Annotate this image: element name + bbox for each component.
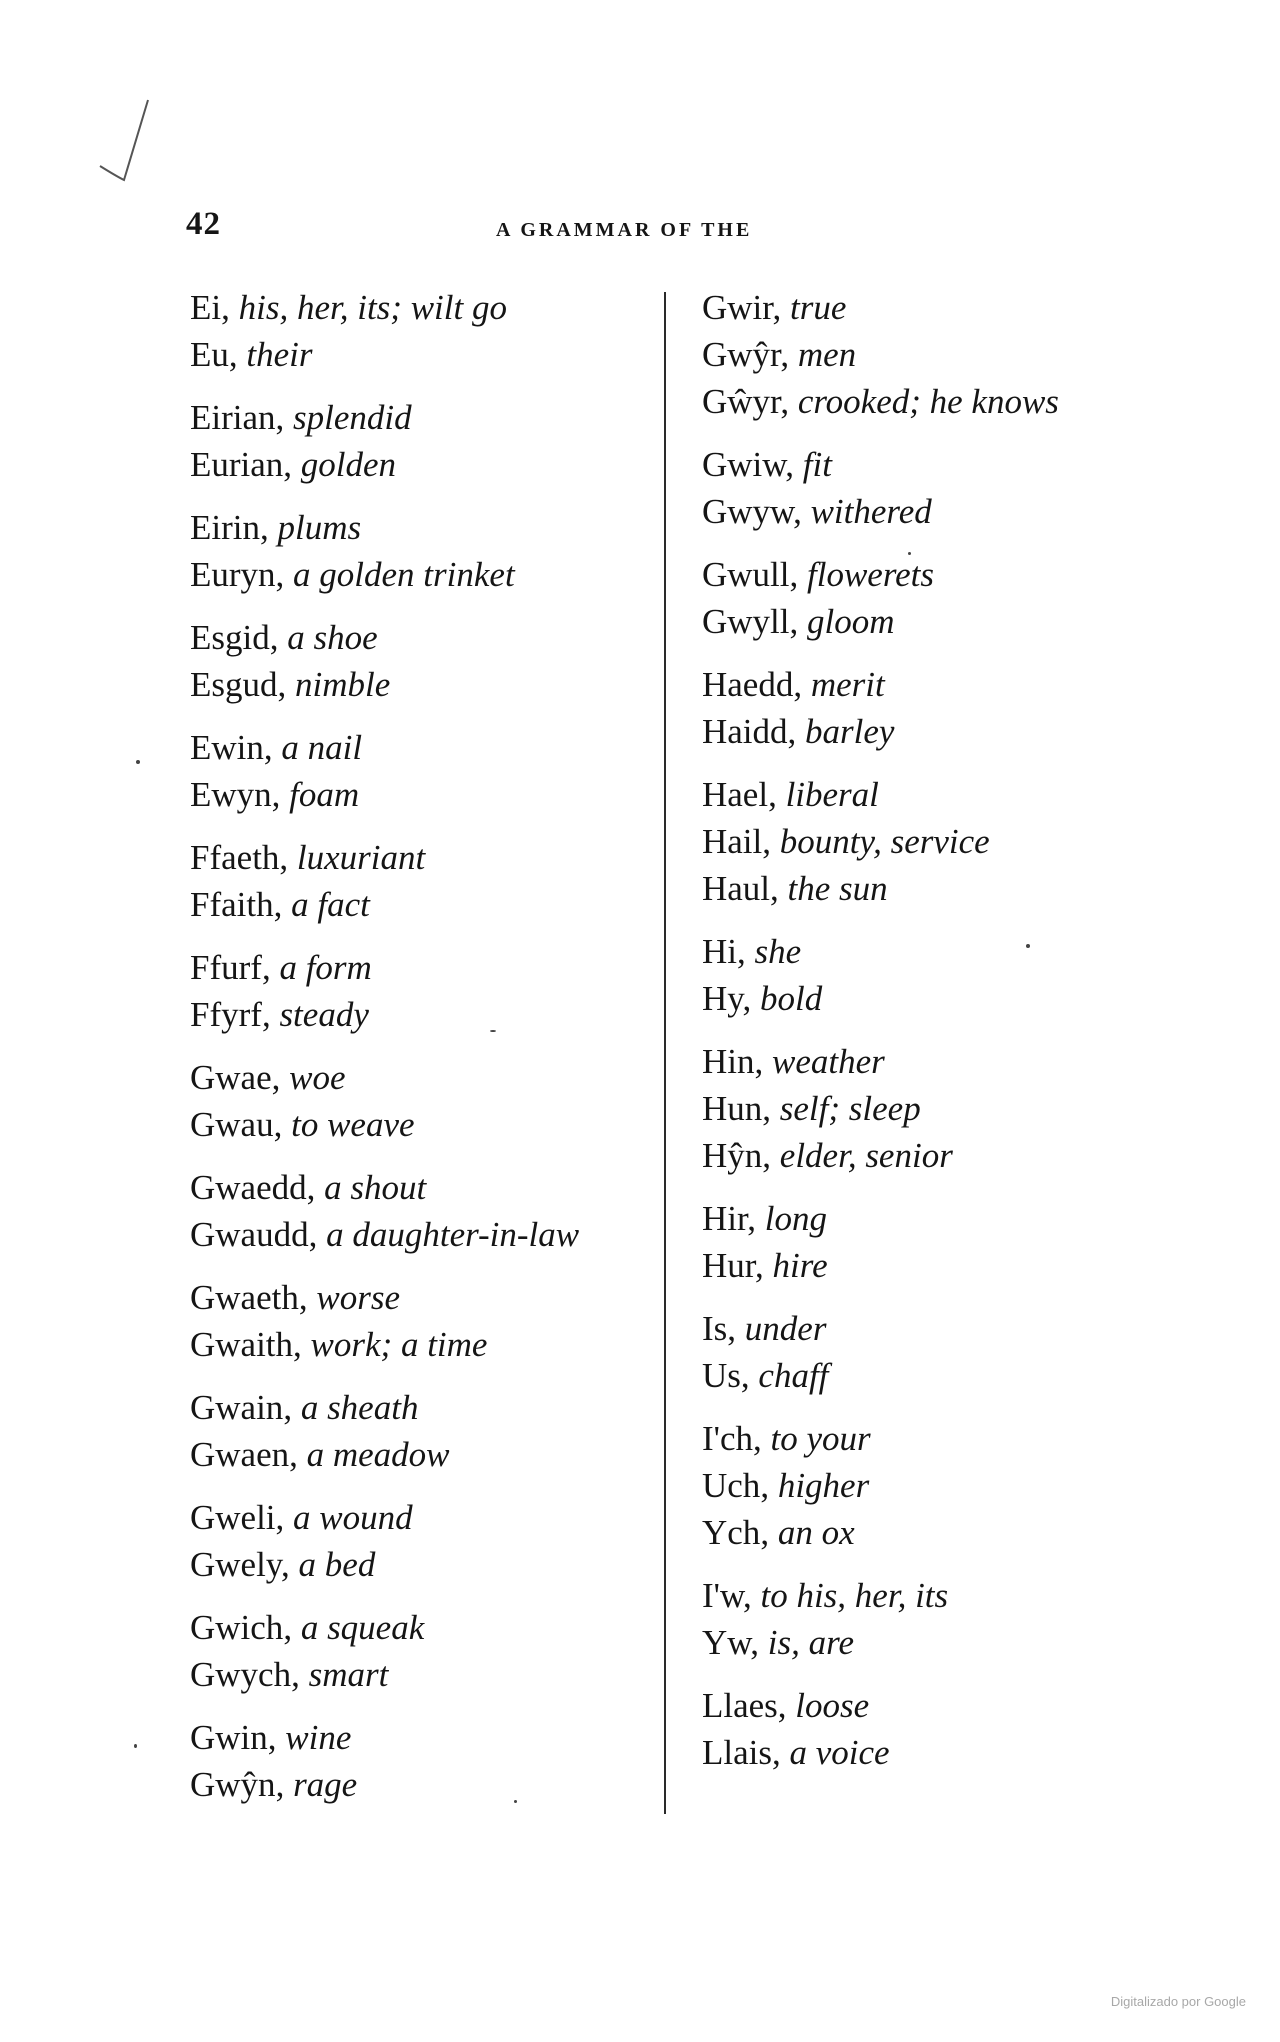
entry-group [702, 551, 1162, 645]
word-entry: Eu, their [190, 335, 313, 374]
word-entry: Hun, self; sleep [702, 1089, 921, 1128]
meaning: a golden trinket [293, 555, 515, 594]
headword: Hur [702, 1246, 756, 1285]
word-entry: Yw, is, are [702, 1623, 854, 1662]
headword: Eu [190, 335, 229, 374]
word-entry: Haul, the sun [702, 869, 888, 908]
headword: Llais [702, 1733, 772, 1772]
headword: I'ch [702, 1419, 753, 1458]
word-entry: Is, under [702, 1309, 827, 1348]
meaning: plums [277, 508, 362, 547]
headword: Gwych [190, 1655, 292, 1694]
meaning: chaff [758, 1356, 829, 1395]
page-number: 42 [186, 206, 221, 242]
entry-group [702, 1572, 1162, 1666]
headword: Eirin [190, 508, 260, 547]
meaning: a daughter-in-law [326, 1215, 580, 1254]
entry-group [190, 1054, 650, 1148]
meaning: is, are [767, 1623, 854, 1662]
print-speck [490, 1030, 496, 1032]
headword: Eurian [190, 445, 284, 484]
headword: Gwir [702, 288, 773, 327]
meaning: luxuriant [296, 838, 426, 877]
word-entry: I'w, to his, her, its [702, 1576, 949, 1615]
headword: Gwyw [702, 492, 794, 531]
meaning: weather [772, 1042, 885, 1081]
print-speck [908, 552, 911, 555]
page-header [186, 206, 1086, 246]
meaning: self; sleep [779, 1089, 921, 1128]
word-entry: Gwyw, withered [702, 492, 932, 531]
entry-group [190, 614, 650, 708]
entry-group [190, 504, 650, 598]
word-entry: Gwyll, gloom [702, 602, 895, 641]
meaning: bounty, service [779, 822, 990, 861]
print-speck [136, 760, 140, 764]
meaning: worse [316, 1278, 400, 1317]
word-entry: Eirin, plums [190, 508, 362, 547]
headword: Gwin [190, 1718, 268, 1757]
meaning: true [790, 288, 847, 327]
print-speck [514, 1800, 517, 1803]
entry-group [190, 1714, 650, 1808]
entry-group [190, 1274, 650, 1368]
word-entry: Ffyrf, steady [190, 995, 369, 1034]
meaning: a bed [298, 1545, 376, 1584]
headword: Gwau [190, 1105, 274, 1144]
meaning: she [754, 932, 802, 971]
headword: Ffurf [190, 948, 262, 987]
meaning: hire [772, 1246, 828, 1285]
headword: Ffaith [190, 885, 274, 924]
headword: Yw [702, 1623, 751, 1662]
word-entry: Gwiw, fit [702, 445, 832, 484]
meaning: elder, senior [779, 1136, 953, 1175]
meaning: a form [279, 948, 372, 987]
meaning: barley [805, 712, 895, 751]
word-entry: Hin, weather [702, 1042, 885, 1081]
meaning: under [744, 1309, 827, 1348]
headword: Gŵyr [702, 382, 781, 421]
entry-group [190, 1164, 650, 1258]
entry-group [190, 394, 650, 488]
entry-group [190, 1384, 650, 1478]
word-entry: Gwau, to weave [190, 1105, 415, 1144]
left-column [190, 284, 650, 1824]
word-entry: Gwaen, a meadow [190, 1435, 450, 1474]
word-entry: Llais, a voice [702, 1733, 890, 1772]
entry-group [190, 944, 650, 1038]
word-entry: Eurian, golden [190, 445, 397, 484]
word-entry: Hŷn, elder, senior [702, 1136, 953, 1175]
meaning: crooked; he knows [797, 382, 1059, 421]
headword: Hir [702, 1199, 748, 1238]
entry-group [190, 834, 650, 928]
word-entry: Gwych, smart [190, 1655, 389, 1694]
word-entry: Gwaudd, a daughter-in-law [190, 1215, 580, 1254]
headword: Hin [702, 1042, 755, 1081]
headword: Gwaith [190, 1325, 294, 1364]
word-entry: Us, chaff [702, 1356, 829, 1395]
headword: Ych [702, 1513, 761, 1552]
word-entry: Hi, she [702, 932, 802, 971]
headword: Gwae [190, 1058, 272, 1097]
headword: Eirian [190, 398, 276, 437]
print-speck [1026, 944, 1030, 948]
meaning: gloom [807, 602, 895, 641]
word-entry: Llaes, loose [702, 1686, 870, 1725]
meaning: their [246, 335, 313, 374]
entry-group [702, 284, 1162, 425]
meaning: steady [279, 995, 369, 1034]
headword: Ewin [190, 728, 264, 767]
word-entry: Eirian, splendid [190, 398, 412, 437]
word-entry: Ewin, a nail [190, 728, 363, 767]
meaning: a wound [293, 1498, 413, 1537]
meaning: the sun [787, 869, 888, 908]
meaning: a squeak [300, 1608, 425, 1647]
headword: Llaes [702, 1686, 778, 1725]
headword: Euryn [190, 555, 276, 594]
word-entry: Gwin, wine [190, 1718, 352, 1757]
meaning: a meadow [306, 1435, 450, 1474]
meaning: merit [810, 665, 885, 704]
word-entry: Gwŷn, rage [190, 1765, 358, 1804]
headword: Gwiw [702, 445, 786, 484]
headword: Gwŷn [190, 1765, 276, 1804]
headword: Gwich [190, 1608, 284, 1647]
word-entry: Hir, long [702, 1199, 827, 1238]
headword: Gwely [190, 1545, 282, 1584]
headword: Haidd [702, 712, 788, 751]
word-entry: Gwich, a squeak [190, 1608, 425, 1647]
headword: Esgid [190, 618, 270, 657]
headword: Uch [702, 1466, 761, 1505]
headword: Hi [702, 932, 737, 971]
word-entry: Euryn, a golden trinket [190, 555, 515, 594]
meaning: to your [770, 1419, 871, 1458]
entry-group [702, 1038, 1162, 1179]
headword: Gwaudd [190, 1215, 309, 1254]
meaning: his, her, its; wilt go [238, 288, 507, 327]
word-entry: Ych, an ox [702, 1513, 855, 1552]
headword: Gwaedd [190, 1168, 307, 1207]
meaning: to weave [291, 1105, 415, 1144]
meaning: wine [285, 1718, 352, 1757]
meaning: a fact [291, 885, 370, 924]
meaning: long [764, 1199, 827, 1238]
headword: Us [702, 1356, 741, 1395]
headword: Gwain [190, 1388, 284, 1427]
meaning: foam [289, 775, 360, 814]
word-entry: Gweli, a wound [190, 1498, 413, 1537]
word-entry: Esgid, a shoe [190, 618, 378, 657]
headword: Gwull [702, 555, 790, 594]
headword: Ffaeth [190, 838, 280, 877]
word-entry: Ffaith, a fact [190, 885, 370, 924]
meaning: flowerets [807, 555, 935, 594]
word-entry: Hur, hire [702, 1246, 828, 1285]
meaning: splendid [293, 398, 412, 437]
meaning: a sheath [300, 1388, 419, 1427]
headword: Ffyrf [190, 995, 262, 1034]
meaning: a shoe [287, 618, 378, 657]
headword: Ewyn [190, 775, 272, 814]
entry-group [702, 1415, 1162, 1556]
headword: Haul [702, 869, 771, 908]
entry-group [702, 1682, 1162, 1776]
meaning: higher [777, 1466, 870, 1505]
headword: Gwŷr [702, 335, 781, 374]
word-entry: Uch, higher [702, 1466, 870, 1505]
word-entry: Gwull, flowerets [702, 555, 935, 594]
entry-group [702, 928, 1162, 1022]
word-entry: I'ch, to your [702, 1419, 871, 1458]
word-entry: Gwaeth, worse [190, 1278, 400, 1317]
entry-group [190, 724, 650, 818]
column-divider [664, 292, 666, 1814]
meaning: withered [810, 492, 932, 531]
entry-group [702, 661, 1162, 755]
pencil-check-mark [96, 96, 156, 186]
word-entry: Ewyn, foam [190, 775, 360, 814]
entry-group [702, 1305, 1162, 1399]
meaning: men [797, 335, 857, 374]
word-entry: Gwir, true [702, 288, 847, 327]
meaning: liberal [785, 775, 879, 814]
meaning: to his, her, its [760, 1576, 949, 1615]
headword: Gwaen [190, 1435, 290, 1474]
meaning: a nail [281, 728, 363, 767]
meaning: fit [802, 445, 832, 484]
headword: Hail [702, 822, 763, 861]
headword: Haedd [702, 665, 794, 704]
word-entry: Hail, bounty, service [702, 822, 990, 861]
word-entry: Hael, liberal [702, 775, 879, 814]
word-entry: Esgud, nimble [190, 665, 391, 704]
meaning: rage [293, 1765, 358, 1804]
headword: Hun [702, 1089, 763, 1128]
meaning: golden [300, 445, 397, 484]
entry-group [702, 441, 1162, 535]
word-entry: Ffaeth, luxuriant [190, 838, 426, 877]
headword: Is [702, 1309, 728, 1348]
headword: Hy [702, 979, 743, 1018]
word-entry: Haidd, barley [702, 712, 895, 751]
running-title: A GRAMMAR OF THE [496, 219, 753, 241]
headword: Esgud [190, 665, 278, 704]
entry-group [190, 1604, 650, 1698]
meaning: work; a time [310, 1325, 488, 1364]
word-entry: Ei, his, her, its; wilt go [190, 288, 507, 327]
word-entry: Ffurf, a form [190, 948, 372, 987]
right-column [702, 284, 1162, 1792]
headword: Gwyll [702, 602, 790, 641]
word-entry: Haedd, merit [702, 665, 885, 704]
word-entry: Gwely, a bed [190, 1545, 376, 1584]
headword: I'w [702, 1576, 743, 1615]
meaning: bold [760, 979, 823, 1018]
word-entry: Hy, bold [702, 979, 823, 1018]
meaning: smart [308, 1655, 389, 1694]
headword: Hael [702, 775, 769, 814]
word-entry: Gwaedd, a shout [190, 1168, 427, 1207]
entry-group [702, 1195, 1162, 1289]
word-entry: Gwae, woe [190, 1058, 346, 1097]
headword: Gweli [190, 1498, 276, 1537]
meaning: nimble [295, 665, 391, 704]
meaning: loose [795, 1686, 870, 1725]
entry-group [190, 1494, 650, 1588]
headword: Ei [190, 288, 222, 327]
word-entry: Gwŷr, men [702, 335, 857, 374]
word-entry: Gwain, a sheath [190, 1388, 419, 1427]
meaning: a shout [324, 1168, 427, 1207]
entry-group [702, 771, 1162, 912]
print-speck [134, 1744, 137, 1748]
entry-group [190, 284, 650, 378]
word-entry: Gŵyr, crooked; he knows [702, 382, 1059, 421]
headword: Hŷn [702, 1136, 763, 1175]
meaning: a voice [789, 1733, 890, 1772]
headword: Gwaeth [190, 1278, 299, 1317]
meaning: an ox [777, 1513, 855, 1552]
word-entry: Gwaith, work; a time [190, 1325, 488, 1364]
scan-watermark: Digitalizado por Google [1110, 1994, 1246, 2009]
meaning: woe [289, 1058, 346, 1097]
